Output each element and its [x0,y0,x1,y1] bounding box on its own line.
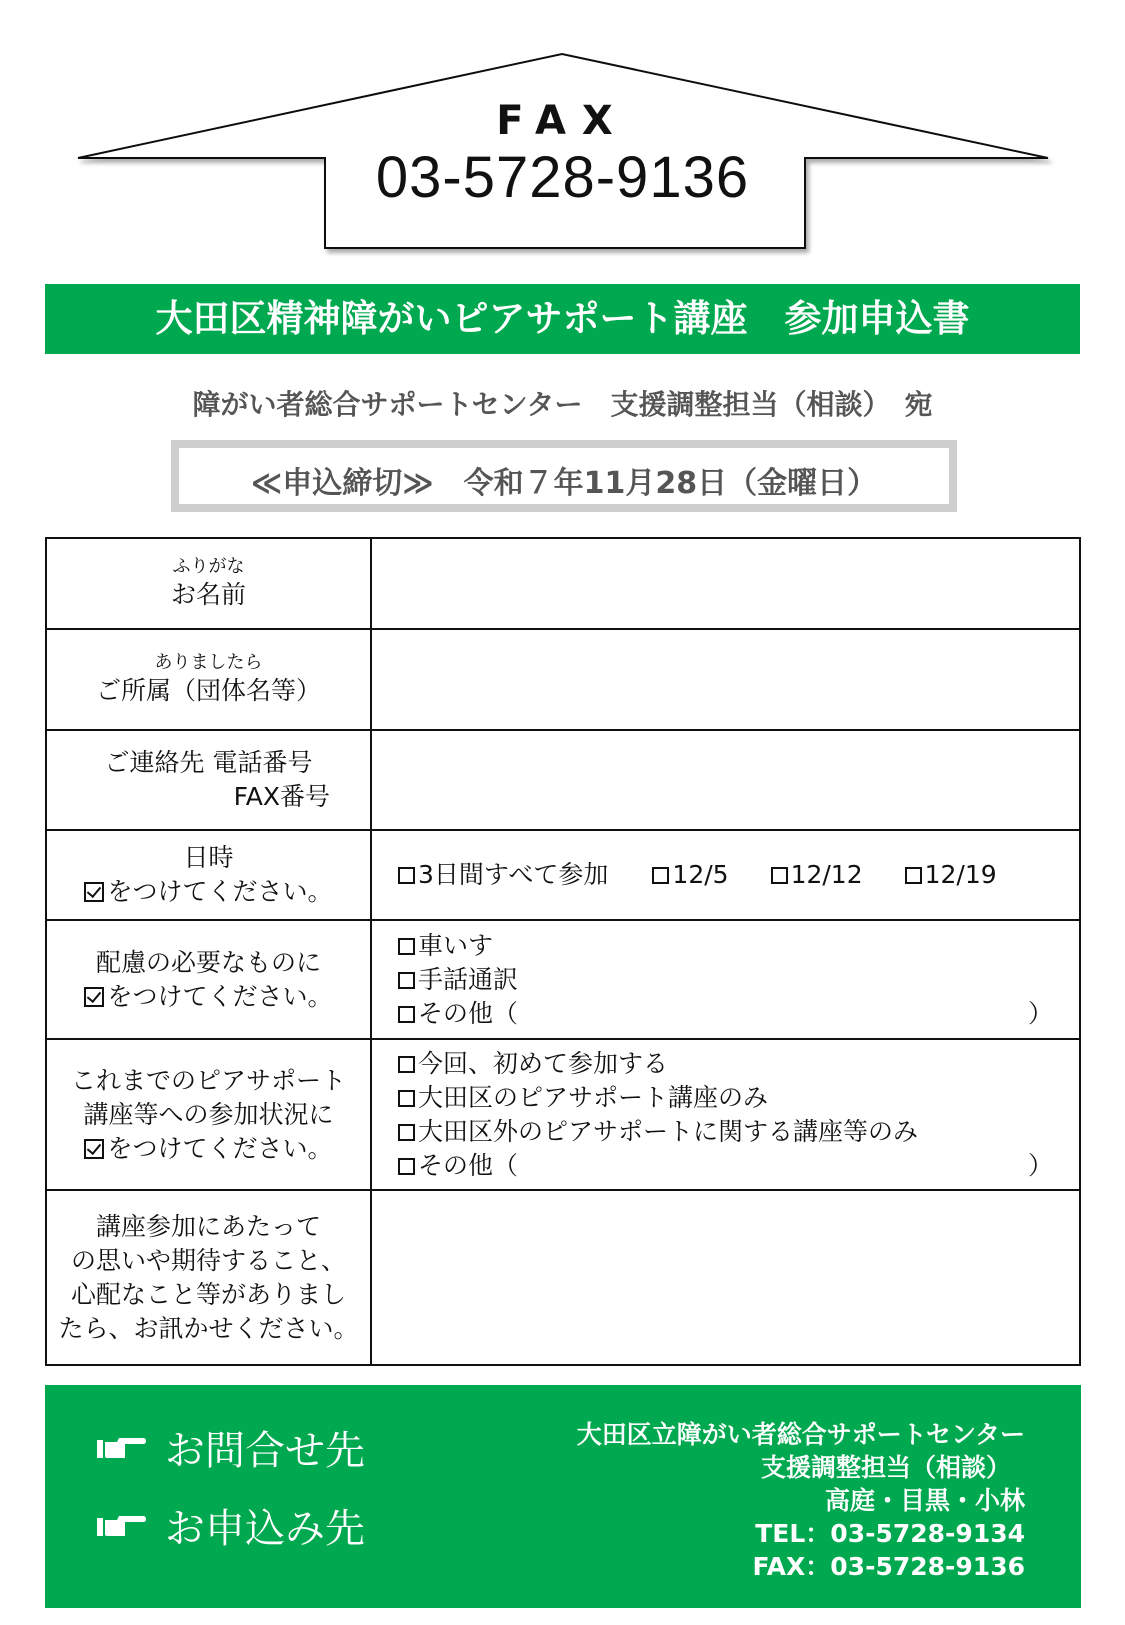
comments-label-cell [47,1191,372,1364]
option-label: その他（ [418,1150,519,1180]
participation-option-ota-only[interactable] [398,1081,1079,1115]
checkbox-icon[interactable] [905,867,922,884]
participation-option-first-time[interactable] [398,1047,1079,1081]
close-paren: ） [1027,1150,1053,1180]
date-option-12-12[interactable] [771,858,863,892]
consideration-instruction: をつけてください。 [107,981,333,1011]
inquiry-label: お問合せ先 [165,1428,365,1474]
date-option-all[interactable] [398,858,608,892]
comments-label-2: の思いや期待すること、 [70,1245,346,1275]
checkbox-icon[interactable] [771,867,788,884]
participation-option-other[interactable] [398,1149,1079,1183]
option-label: 今回、初めて参加する [418,1048,669,1078]
row-name [47,539,1079,630]
consideration-option-sign-language[interactable] [398,963,1079,997]
consideration-option-wheelchair[interactable] [398,929,1079,963]
date-option-12-12-label: 12/12 [790,860,863,889]
consideration-label: 配慮の必要なものに [95,947,321,977]
dept-name: 支援調整担当（相談） [760,1453,1011,1482]
name-label-cell [47,539,372,628]
dates-options [372,831,1079,919]
pointing-hand-icon [95,1434,147,1462]
participation-label-cell [47,1040,372,1189]
tel-number: TEL：03-5728-9134 [755,1519,1025,1548]
fax-contact: FAX：03-5728-9136 [752,1552,1025,1581]
checkbox-icon[interactable] [398,1006,415,1023]
contact-fax-label: FAX番号 [233,782,330,811]
checked-box-icon [84,987,104,1007]
comments-label-3: 心配なこと等がありまし [70,1279,346,1309]
name-field[interactable] [372,539,1079,628]
participation-instruction: をつけてください。 [107,1133,333,1163]
comments-label-4: たら、お訊かせください。 [58,1313,359,1343]
checkbox-icon[interactable] [398,1158,415,1175]
affiliation-ruby: ありましたら [154,651,263,673]
deadline-text: ≪申込締切≫ 令和７年11月28日（金曜日） [250,466,878,501]
option-label: 大田区のピアサポート講座のみ [418,1082,769,1112]
form-title: 大田区精神障がいピアサポート講座 参加申込書 [45,284,1080,354]
date-option-12-19[interactable] [905,858,997,892]
consideration-label-cell [47,921,372,1038]
addressee: 障がい者総合サポートセンター 支援調整担当（相談） 宛 [192,388,933,421]
option-label: その他（ [418,998,519,1028]
row-participation [47,1040,1079,1191]
option-label: 車いす [418,930,494,960]
date-option-all-label: 3日間すべて参加 [418,860,609,889]
checkbox-icon[interactable] [398,938,415,955]
staff-names: 高庭・目黒・小林 [824,1486,1025,1515]
participation-label-1: これまでのピアサポート [70,1065,346,1095]
checkbox-icon[interactable] [398,1056,415,1073]
contact-label-cell [47,731,372,829]
comments-field[interactable] [372,1191,1079,1364]
date-option-12-5-label: 12/5 [672,860,729,889]
checkbox-icon[interactable] [398,867,415,884]
pointing-hand-icon [95,1512,147,1540]
org-name: 大田区立障がい者総合サポートセンター [576,1420,1025,1449]
contact-phone-label: ご連絡先 電話番号 [104,748,313,777]
participation-label-2: 講座等への参加状況に [83,1099,334,1129]
name-label: お名前 [170,579,246,609]
participation-options [372,1040,1079,1189]
date-option-12-19-label: 12/19 [924,860,997,889]
dates-label-cell [47,831,372,919]
date-option-12-5[interactable] [652,858,728,892]
checkbox-icon[interactable] [398,1124,415,1141]
apply-item [95,1497,365,1554]
close-paren: ） [1027,998,1053,1028]
comments-label-1: 講座参加にあたって [95,1211,321,1241]
fax-number: 03-5728-9136 [375,145,750,210]
dates-label: 日時 [183,843,234,872]
application-form [45,537,1081,1366]
name-ruby: ふりがな [172,555,245,577]
apply-label: お申込み先 [165,1506,365,1552]
affiliation-label: ご所属（団体名等） [95,675,321,705]
checked-box-icon [84,882,104,902]
contact-info [405,1418,1025,1583]
consideration-options [372,921,1079,1038]
checkbox-icon[interactable] [398,1090,415,1107]
row-contact [47,731,1079,831]
row-consideration [47,921,1079,1040]
row-affiliation [47,630,1079,731]
dates-instruction: をつけてください。 [107,877,333,906]
row-comments [47,1191,1079,1364]
row-dates [47,831,1079,921]
option-label: 大田区外のピアサポートに関する講座等のみ [418,1116,919,1146]
consideration-option-other[interactable] [398,997,1079,1031]
participation-option-outside-ota[interactable] [398,1115,1079,1149]
contact-footer [45,1385,1081,1608]
fax-label: FAX [496,98,629,144]
checked-box-icon [84,1139,104,1159]
option-label: 手話通訳 [418,964,519,994]
affiliation-field[interactable] [372,630,1079,729]
affiliation-label-cell [47,630,372,729]
checkbox-icon[interactable] [652,867,669,884]
inquiry-item [95,1419,365,1476]
contact-field[interactable] [372,731,1079,829]
checkbox-icon[interactable] [398,972,415,989]
